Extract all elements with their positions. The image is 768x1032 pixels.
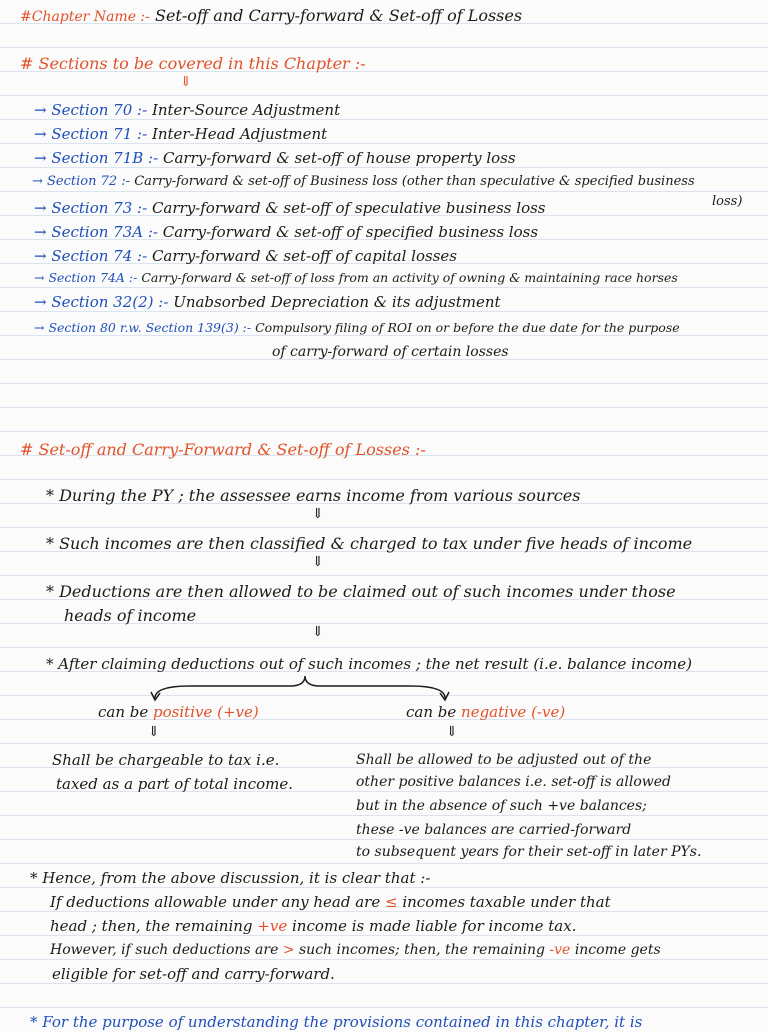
positive-explanation: taxed as a part of total income. [56,775,294,793]
chapter-title-line [20,6,522,27]
conclusion-line-3: However, if such deductions are > such incomes; then, the remaining -ve income gets [50,942,661,958]
point-2: * Such incomes are then classified & charged to tax under five heads of income [46,534,693,553]
section-row-continuation: of carry-forward of certain losses [272,344,509,360]
sections-heading: # Sections to be covered in this Chapter :- [20,54,366,73]
footer-partial-line: * For the purpose of understanding the provisions contained in this chapter, it is [30,1013,643,1031]
chapter-label: #Chapter Name :- [20,9,150,25]
down-arrow-icon: ⇓ [446,724,458,740]
conclusion-line-1: If deductions allowable under any head are ≤ incomes taxable under that [50,893,611,911]
negative-explanation: other positive balances i.e. set-off is allowed [356,774,672,790]
section-row: → Section 72 :- Carry-forward & set-off of Business loss (other than speculative & specified business [32,174,695,189]
chapter-title: Set-off and Carry-forward & Set-off of Losses [154,6,523,25]
point-3-cont: heads of income [64,606,197,625]
section-row: → Section 71B :- Carry-forward & set-off of house property loss [34,149,516,167]
down-arrow-icon: ⇓ [180,74,192,90]
section-row: → Section 32(2) :- Unabsorbed Depreciation & its adjustment [34,293,501,311]
branch-negative-label: can be negative (-ve) [406,703,566,721]
positive-value: positive (+ve) [153,703,259,721]
point-1: * During the PY ; the assessee earns income from various sources [46,486,581,505]
conclusion-lead: * Hence, from the above discussion, it is clear that :- [30,869,431,887]
negative-value: negative (-ve) [461,703,566,721]
point-4: * After claiming deductions out of such incomes ; the net result (i.e. balance income) [46,655,692,673]
main-heading: # Set-off and Carry-Forward & Set-off of Losses :- [20,440,426,459]
section-row: → Section 73 :- Carry-forward & set-off of speculative business loss [34,199,546,217]
down-arrow-icon: ⇓ [312,554,324,570]
negative-explanation: these -ve balances are carried-forward [356,822,632,838]
down-arrow-icon: ⇓ [312,506,324,522]
point-3: * Deductions are then allowed to be claimed out of such incomes under those [46,582,676,601]
negative-explanation: but in the absence of such +ve balances; [356,798,647,814]
branch-positive-label: can be positive (+ve) [98,703,259,721]
positive-explanation: Shall be chargeable to tax i.e. [52,751,280,769]
down-arrow-icon: ⇓ [148,724,160,740]
section-row: → Section 73A :- Carry-forward & set-off of specified business loss [34,223,539,241]
section-row-continuation: loss) [712,194,743,209]
section-row: → Section 71 :- Inter-Head Adjustment [34,125,328,143]
conclusion-line-2: head ; then, the remaining +ve income is made liable for income tax. [50,917,577,935]
negative-explanation: to subsequent years for their set-off in later PYs. [356,844,702,860]
section-row: → Section 74A :- Carry-forward & set-off of loss from an activity of owning & maintaining race horses [34,270,678,285]
down-arrow-icon: ⇓ [312,624,324,640]
section-row: → Section 74 :- Carry-forward & set-off of capital losses [34,247,457,265]
conclusion-line-4: eligible for set-off and carry-forward. [52,965,335,983]
negative-explanation: Shall be allowed to be adjusted out of the [356,752,652,768]
section-row: → Section 80 r.w. Section 139(3) :- Compulsory filing of ROI on or before the due date for the purpose [34,320,680,335]
section-row: → Section 70 :- Inter-Source Adjustment [34,101,341,119]
branch-brace-icon [150,672,450,702]
